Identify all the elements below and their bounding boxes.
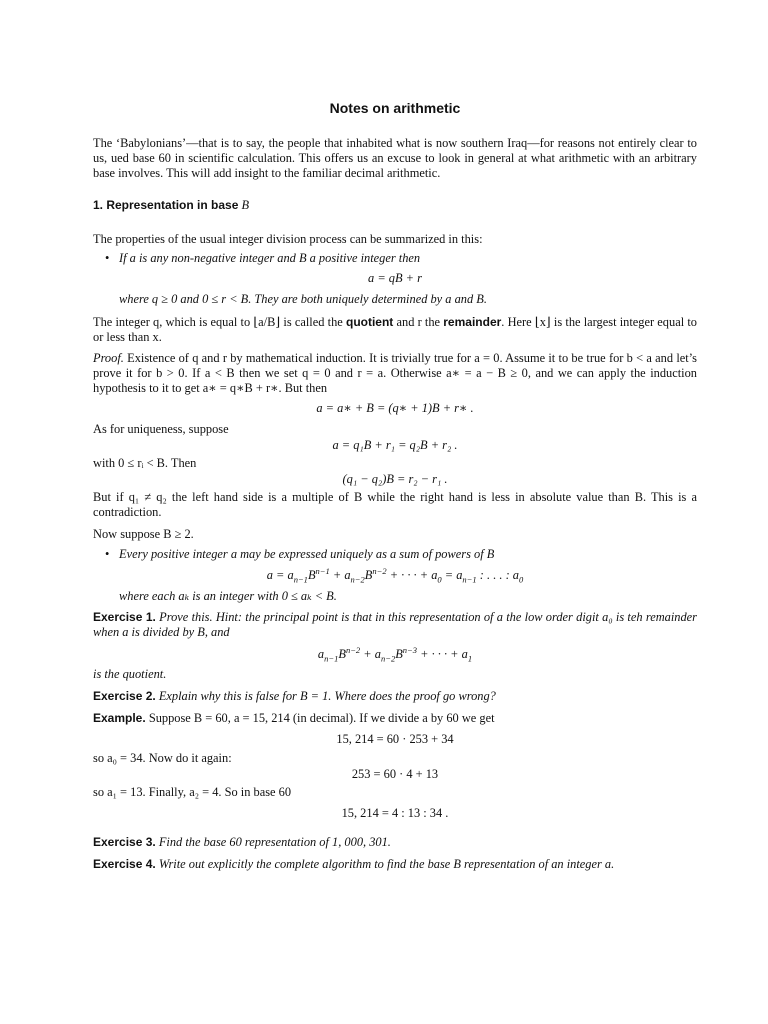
quot-mid: and r the bbox=[396, 315, 441, 329]
exercise-2-label: Exercise 2. bbox=[93, 689, 156, 703]
equation-difference: (q₁ − q₂)B = r₂ − r₁ . bbox=[342, 472, 448, 486]
equation-division: a = qB + r bbox=[368, 271, 422, 285]
so-a1-paragraph: so a₁ = 13. Finally, a₂ = 4. So in base 60 bbox=[93, 785, 292, 799]
page-title: Notes on arithmetic bbox=[329, 100, 461, 116]
equation-induction: a = a∗ + B = (q∗ + 1)B + r∗ . bbox=[316, 401, 474, 415]
equation-example-3: 15, 214 = 4 : 13 : 34 . bbox=[341, 806, 449, 820]
equation-example-2: 253 = 60 · 4 + 13 bbox=[351, 767, 439, 781]
properties-paragraph: The properties of the usual integer division process can be summarized in this: bbox=[93, 232, 483, 246]
contradiction-paragraph: But if q₁ ≠ q₂ the left hand side is a multiple of B while the right hand is less in absolute value than B. This is a contradiction. bbox=[93, 490, 697, 519]
bullet-dot: • bbox=[105, 251, 110, 265]
example-label: Example. bbox=[93, 711, 146, 725]
exercise-1-label: Exercise 1. bbox=[93, 610, 156, 624]
section-label: 1. Representation in base bbox=[93, 198, 239, 212]
exercise-3-label: Exercise 3. bbox=[93, 835, 156, 849]
bullet-1-text: If a is any non-negative integer and B a positive integer then bbox=[119, 251, 421, 265]
now-suppose-paragraph: Now suppose B ≥ 2. bbox=[93, 527, 194, 541]
exercise-2 bbox=[93, 689, 697, 704]
exercise-1-text: Prove this. Hint: the principal point is that in this representation of a the low order digit a₀ is teh remainder when a is divided by B, and bbox=[93, 610, 697, 639]
uniqueness-paragraph: As for uniqueness, suppose bbox=[93, 422, 229, 436]
equation-base-expansion: $a = a_{n-1}B^{n-1} + a_{n-2}B^{n-2}$ + · · · + $a_0 = a_{n-1}$ : . . . : $a_0$ bbox=[266, 565, 524, 585]
exercise-4-text: Write out explicitly the complete algorithm to find the base B representation of an integer a. bbox=[158, 857, 615, 871]
exercise-4 bbox=[93, 857, 697, 872]
equation-uniqueness: a = q₁B + r₁ = q₂B + r₂ . bbox=[332, 438, 458, 452]
quotient-term: quotient bbox=[345, 315, 394, 329]
bullet-dot: • bbox=[105, 547, 110, 561]
section-var: B bbox=[241, 198, 250, 212]
example-text: Suppose B = 60, a = 15, 214 (in decimal). If we divide a by 60 we get bbox=[148, 711, 495, 725]
bullet-2-where-text: where each aₖ is an integer with 0 ≤ aₖ < B. bbox=[119, 589, 337, 603]
quot-post: . Here ⌊x⌋ is the largest integer equal to or less than x. bbox=[93, 315, 697, 344]
exercise-1 bbox=[93, 610, 697, 640]
proof-text: Existence of q and r by mathematical induction. It is trivially true for a = 0. Assume it to be true for b < a and let’s prove it for b > 0. If a < B then we set q = 0 and r = a. Otherwise a∗ = a − B ≥ 0, and we can apply the induction hypothesis to it to get a∗ = q∗B + r∗. But then bbox=[93, 351, 697, 395]
exercise-3 bbox=[93, 835, 697, 850]
exercise-3-text: Find the base 60 representation of 1, 000, 301. bbox=[158, 835, 391, 849]
exercise-1-after: is the quotient. bbox=[93, 667, 167, 681]
exercise-2-text: Explain why this is false for B = 1. Where does the proof go wrong? bbox=[158, 689, 496, 703]
proof-label: Proof. bbox=[93, 351, 124, 365]
section-heading bbox=[93, 198, 697, 213]
equation-quotient-expansion: $a_{n-1}B^{n-2} + a_{n-2}B^{n-3}$ + · · · + $a_1$ bbox=[317, 644, 473, 664]
bullet-1-where-text: where q ≥ 0 and 0 ≤ r < B. They are both uniquely determined by a and B. bbox=[119, 292, 487, 306]
with-paragraph: with 0 ≤ rᵢ < B. Then bbox=[93, 456, 197, 470]
equation-example-1: 15, 214 = 60 · 253 + 34 bbox=[336, 732, 454, 746]
example bbox=[93, 711, 697, 726]
exercise-4-label: Exercise 4. bbox=[93, 857, 156, 871]
bullet-2-text: Every positive integer a may be expressed uniquely as a sum of powers of B bbox=[119, 547, 495, 561]
quot-pre: The integer q, which is equal to ⌊a/B⌋ is called the bbox=[93, 315, 343, 329]
intro-paragraph: The ‘Babylonians’—that is to say, the people that inhabited what is now southern Iraq—for reasons not entirely clear to us, ued base 60 in scientific calculation. This offers us an excuse to look in general at what arithmetic with an arbitrary base involves. This will add insight to the familiar decimal arithmetic. bbox=[93, 136, 697, 180]
proof-paragraph bbox=[93, 351, 697, 396]
quotient-paragraph bbox=[93, 315, 697, 345]
so-a0-paragraph: so a₀ = 34. Now do it again: bbox=[93, 751, 232, 765]
remainder-term: remainder bbox=[443, 315, 502, 329]
